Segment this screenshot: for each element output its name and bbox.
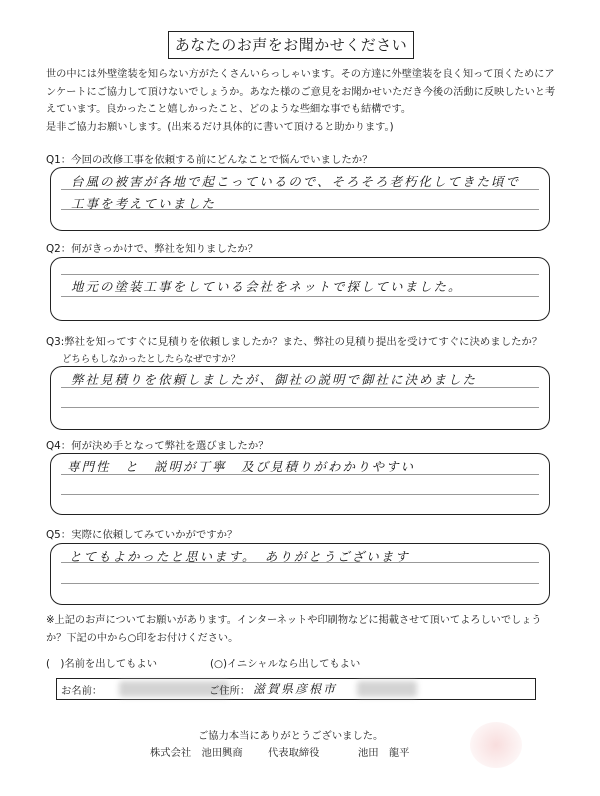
answer-1-line-1: 台風の被害が各地で起こっているので、そろそろ老朽化してきた頃で [71,174,521,189]
answer-box-4 [50,453,550,515]
option-mark: (○) [210,658,228,670]
page-title: あなたのお声をお聞かせください [168,31,414,59]
company-seal [470,722,522,768]
ceo-name: 池田 龍平 [358,747,410,759]
question-4-label: Q4：何が決め手となって弊社を選びましたか？ [46,440,269,452]
answer-2-line-1: 地元の塗装工事をしている会社をネットで探していました。 [71,279,463,294]
question-5-label: Q5：実際に依頼してみていかがですか？ [46,529,238,541]
ceo-title: 代表取締役 [268,747,320,759]
redacted-address [357,681,417,697]
note-line: か？下記の中から○印をお付けください。 [46,632,239,644]
consent-note [46,612,566,647]
name-address-row [56,678,536,700]
answer-box-1 [50,167,550,231]
answer-box-3 [50,366,550,430]
option-initial-ok[interactable] [210,655,360,670]
answer-5-line-1: とてもよかったと思います。 ありがとうございます [69,549,410,564]
answer-box-5 [50,543,550,605]
answer-4-line-1: 専門性 と 説明が丁寧 及び見積りがわかりやすい [67,459,416,474]
intro-line: ンケートにご協力して頂けないでしょうか。あなた様のご意見をお聞かせいただき今後の活動に反映したいと考 [46,86,556,98]
note-line: ※上記のお声についてお願いがあります。インターネットや印刷物などに掲載させて頂いてよろしいでしょう [46,615,542,626]
company-name: 株式会社 池田興商 [150,747,243,759]
thanks-text: ご協力本当にありがとうございました。 [198,730,384,742]
address-value: 滋賀県彦根市 [253,682,338,696]
option-label: 名前を出してもよい [64,658,158,670]
address-label: ご住所： [209,685,251,697]
intro-line: 世の中には外壁塗装を知らない方がたくさんいらっしゃいます。その方達に外壁塗装を良く知って頂くためにア [46,69,555,80]
option-mark: ( ) [46,658,65,670]
question-2-label: Q2：何がきっかけで、弊社を知りましたか？ [46,243,259,255]
option-name-ok[interactable] [46,655,157,670]
intro-text [46,66,566,136]
intro-line: 是非ご協力お願いします。(出来るだけ具体的に書いて頂けると助かります。) [46,121,394,133]
name-label: お名前： [61,685,103,697]
answer-1-line-2: 工事を考えていました [71,196,217,211]
question-3-label: Q3:弊社を知ってすぐに見積りを依頼しましたか？また、弊社の見積り提出を受けてすぐに決めましたか？ [46,336,543,348]
question-1-label: Q1：今回の改修工事を依頼する前にどんなことで悩んでいましたか？ [46,154,373,166]
answer-3-line-1: 弊社見積りを依頼しましたが、御社の説明で御社に決めました [71,372,478,387]
intro-line: えています。良かったこと嬉しかったこと、どのような些細な事でも結構です。 [46,104,412,115]
question-3-sub: どちらもしなかったとしたらなぜですか？ [62,354,241,365]
answer-box-2 [50,257,550,321]
option-label: イニシャルなら出してもよい [227,658,361,670]
